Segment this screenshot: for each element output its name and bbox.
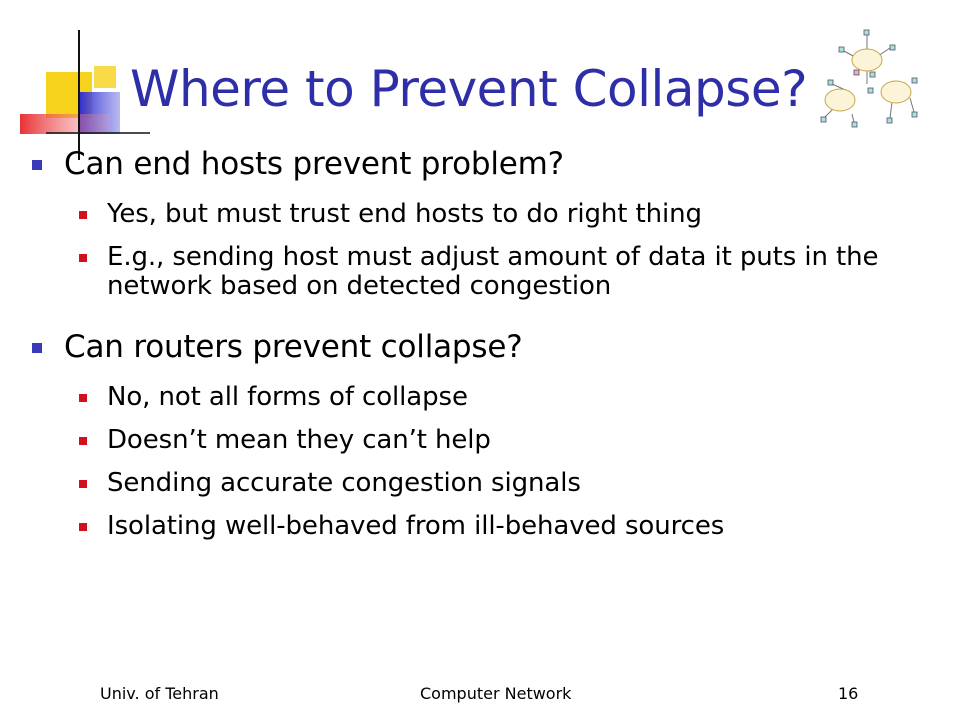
bullet-level1 <box>28 327 928 367</box>
small-square-bullet-icon <box>79 211 87 219</box>
bullet-level2 <box>28 200 928 229</box>
bullet-text: No, not all forms of collapse <box>107 382 468 412</box>
network-cloud-icon <box>812 22 922 132</box>
bullet-text: E.g., sending host must adjust amount of data it puts in the network based on detected congestion <box>107 242 879 301</box>
small-square-bullet-icon <box>79 523 87 531</box>
square-bullet-icon <box>32 343 42 353</box>
slide-title: Where to Prevent Collapse? <box>130 60 808 118</box>
bullet-text: Isolating well-behaved from ill-behaved sources <box>107 511 725 541</box>
bullet-level1 <box>28 144 928 184</box>
bullet-level2 <box>28 243 928 301</box>
bullet-level2 <box>28 426 928 455</box>
footer-center: Computer Network <box>420 684 572 703</box>
small-square-bullet-icon <box>79 254 87 262</box>
small-square-bullet-icon <box>79 437 87 445</box>
slide-body <box>28 144 928 555</box>
bullet-level2 <box>28 469 928 498</box>
small-square-bullet-icon <box>79 480 87 488</box>
bullet-text: Can routers prevent collapse? <box>64 329 523 365</box>
square-bullet-icon <box>32 160 42 170</box>
bullet-level2 <box>28 383 928 412</box>
bullet-text: Yes, but must trust end hosts to do right thing <box>107 199 702 229</box>
bullet-text: Sending accurate congestion signals <box>107 468 581 498</box>
page-number: 16 <box>838 684 859 703</box>
footer-left: Univ. of Tehran <box>100 684 219 703</box>
small-square-bullet-icon <box>79 394 87 402</box>
bullet-text: Can end hosts prevent problem? <box>64 146 564 182</box>
bullet-level2 <box>28 512 928 541</box>
bullet-text: Doesn’t mean they can’t help <box>107 425 491 455</box>
